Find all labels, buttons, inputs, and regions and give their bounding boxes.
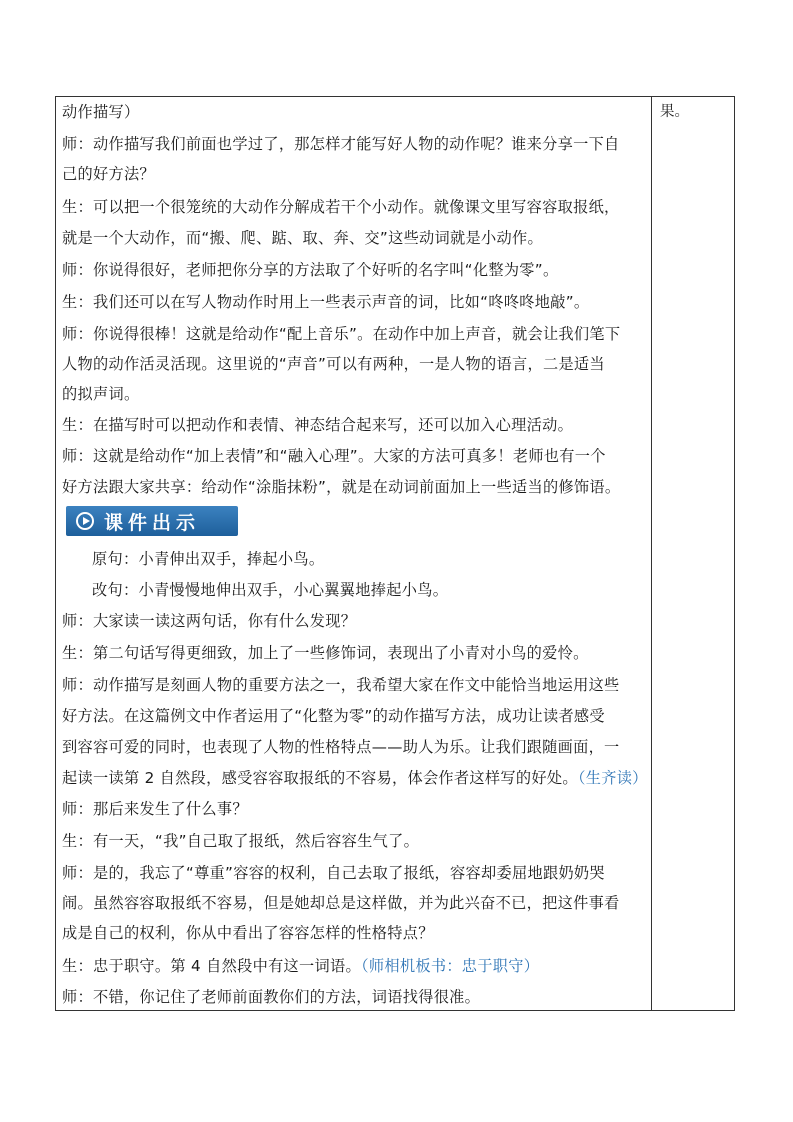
text-line: 师：动作描写是刻画人物的重要方法之一，我希望大家在作文中能恰当地运用这些 [62, 676, 620, 694]
text-line: 师：你说得很好，老师把你分享的方法取了个好听的名字叫“化整为零”。 [62, 261, 559, 279]
text-line: 生：在描写时可以把动作和表情、神态结合起来写，还可以加入心理活动。 [62, 416, 574, 434]
lesson-table [55, 96, 735, 1011]
text-line: 的拟声词。 [62, 385, 140, 403]
text-line: 到容容可爱的同时，也表现了人物的性格特点——助人为乐。让我们跟随画面，一 [62, 738, 620, 756]
stage-note: （生齐读） [577, 769, 648, 787]
text-line: 生：我们还可以在写人物动作时用上一些表示声音的词，比如“咚咚咚地敲”。 [62, 293, 590, 311]
text-line: 生：可以把一个很笼统的大动作分解成若干个小动作。就像课文里写容容取报纸， [62, 198, 620, 216]
text-line: 起读一读第 2 自然段，感受容容取报纸的不容易，体会作者这样写的好处。（生齐读） [62, 769, 648, 787]
text-line: 动作描写） [62, 103, 140, 121]
text-line: 己的好方法？ [62, 165, 155, 183]
text-line: 生：有一天，“我”自己取了报纸，然后容容生气了。 [62, 832, 420, 850]
text-line: 改句：小青慢慢地伸出双手，小心翼翼地捧起小鸟。 [92, 581, 449, 599]
notes-cell [660, 101, 689, 123]
text-line: 师：动作描写我们前面也学过了，那怎样才能写好人物的动作呢？谁来分享一下自 [62, 135, 620, 153]
text-line: 师：大家读一读这两句话，你有什么发现？ [62, 612, 357, 630]
text-line: 人物的动作活灵活现。这里说的“声音”可以有两种，一是人物的语言，二是适当 [62, 355, 605, 373]
text-line: 师：你说得很棒！这就是给动作“配上音乐”。在动作中加上声音，就会让我们笔下 [62, 325, 621, 343]
play-icon [76, 512, 94, 530]
text-line: 师：那后来发生了什么事？ [62, 800, 248, 818]
text-line: 生：第二句话写得更细致，加上了一些修饰词，表现出了小青对小鸟的爱怜。 [62, 644, 589, 662]
text-line: 师：这就是给动作“加上表情”和“融入心理”。大家的方法可真多！老师也有一个 [62, 447, 606, 465]
text-line: 好方法跟大家共享：给动作“涂脂抹粉”，就是在动词前面加上一些适当的修饰语。 [62, 478, 621, 496]
column-divider [651, 97, 652, 1010]
text-line: 师：是的，我忘了“尊重”容容的权利，自己去取了报纸，容容却委屈地跟奶奶哭 [62, 864, 605, 882]
text-line: 师：不错，你记住了老师前面教你们的方法，词语找得很准。 [62, 988, 481, 1006]
text-line: 就是一个大动作，而“搬、爬、踮、取、奔、交”这些动词就是小动作。 [62, 229, 543, 247]
blackboard-note: （师相机板书：忠于职守） [361, 957, 540, 975]
banner-label: 课件出示 [104, 511, 201, 534]
notes-text: 果。 [660, 104, 689, 120]
courseware-banner [66, 506, 238, 536]
text-line: 好方法。在这篇例文中作者运用了“化整为零”的动作描写方法，成功让读者感受 [62, 707, 605, 725]
text-line: 生：忠于职守。第 4 自然段中有这一词语。（师相机板书：忠于职守） [62, 957, 540, 975]
text-line: 闹。虽然容容取报纸不容易，但是她却总是这样做，并为此兴奋不已，把这件事看 [62, 894, 620, 912]
text-line: 成是自己的权利，你从中看出了容容怎样的性格特点？ [62, 924, 434, 942]
text-line: 原句：小青伸出双手，捧起小鸟。 [92, 550, 325, 568]
